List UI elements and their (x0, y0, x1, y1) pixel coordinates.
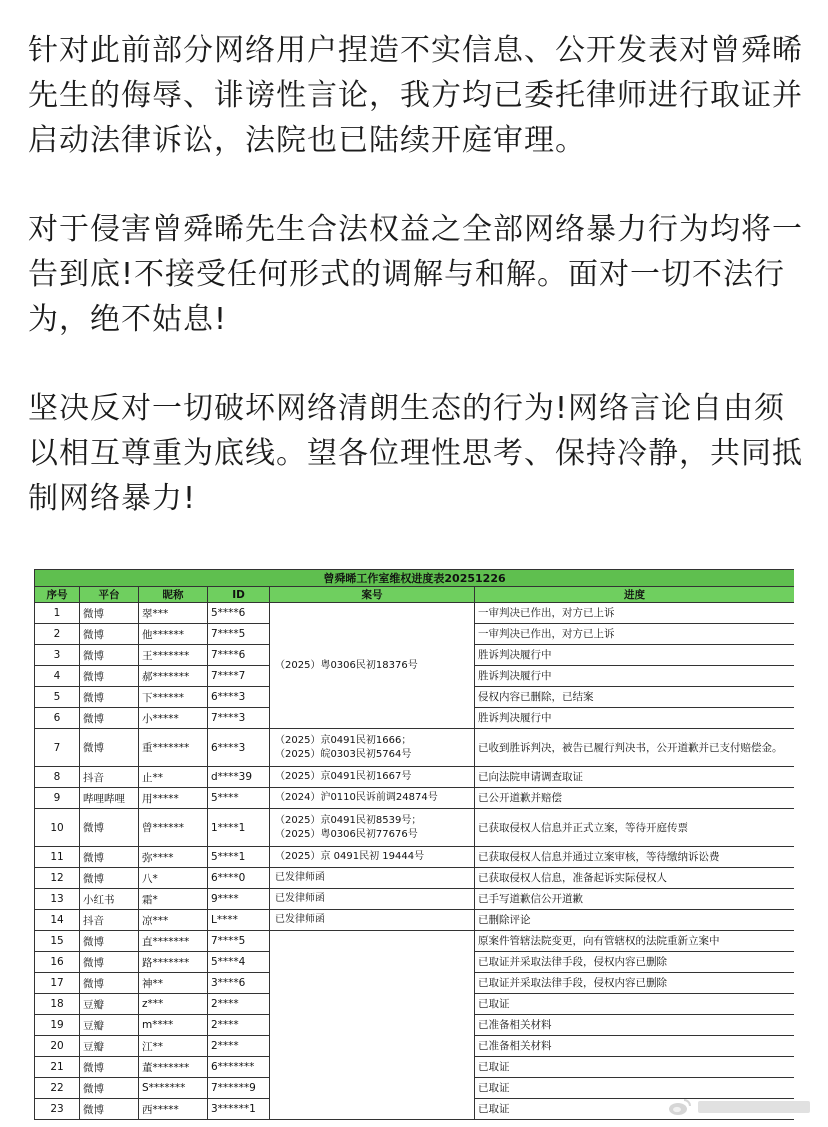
row-progress: 已获取侵权人信息并正式立案，等待开庭传票 (475, 809, 795, 847)
row-id: 6****0 (208, 868, 270, 889)
case-number-line: 已发律师函 (275, 914, 325, 925)
row-id: 7******9 (208, 1078, 270, 1099)
row-number: 11 (35, 847, 80, 868)
row-nickname: z*** (139, 994, 208, 1015)
row-id: 3******1 (208, 1099, 270, 1120)
row-progress: 已取证 (475, 994, 795, 1015)
row-number: 22 (35, 1078, 80, 1099)
row-id: 5****6 (208, 603, 270, 624)
col-header-id: ID (208, 587, 270, 603)
case-number-line: （2025）京0491民初1667号 (275, 771, 412, 782)
row-number: 16 (35, 952, 80, 973)
row-number: 12 (35, 868, 80, 889)
table-title: 曾舜晞工作室维权进度表20251226 (35, 570, 795, 587)
watermark-text-bar (698, 1101, 810, 1113)
rights-progress-table (34, 569, 794, 1120)
row-progress: 胜诉判决履行中 (475, 666, 795, 687)
row-number: 20 (35, 1036, 80, 1057)
row-progress: 已取证 (475, 1057, 795, 1078)
row-progress: 已获取侵权人信息并通过立案审核，等待缴纳诉讼费 (475, 847, 795, 868)
row-progress: 已准备相关材料 (475, 1036, 795, 1057)
table-row (35, 729, 795, 767)
row-case (270, 910, 475, 931)
row-platform: 微博 (80, 603, 139, 624)
row-id: 7****6 (208, 645, 270, 666)
row-id: 2**** (208, 1036, 270, 1057)
row-number: 4 (35, 666, 80, 687)
row-platform: 微博 (80, 1078, 139, 1099)
row-id: 6****3 (208, 729, 270, 767)
row-number: 14 (35, 910, 80, 931)
row-id: 2**** (208, 994, 270, 1015)
row-progress: 已取证并采取法律手段，侵权内容已删除 (475, 973, 795, 994)
row-progress: 侵权内容已删除，已结案 (475, 687, 795, 708)
row-nickname: 郝******* (139, 666, 208, 687)
row-number: 18 (35, 994, 80, 1015)
row-platform: 微博 (80, 847, 139, 868)
row-id: 5****4 (208, 952, 270, 973)
row-platform: 微博 (80, 645, 139, 666)
row-platform: 抖音 (80, 910, 139, 931)
row-nickname: 八* (139, 868, 208, 889)
row-progress: 一审判决已作出，对方已上诉 (475, 624, 795, 645)
row-id: 7****7 (208, 666, 270, 687)
row-case-empty (270, 931, 475, 1120)
row-id: 7****5 (208, 624, 270, 645)
row-nickname: 董******* (139, 1057, 208, 1078)
row-platform: 微博 (80, 1057, 139, 1078)
row-platform: 微博 (80, 973, 139, 994)
row-case (270, 889, 475, 910)
row-case (270, 788, 475, 809)
row-progress: 一审判决已作出，对方已上诉 (475, 603, 795, 624)
table-row (35, 847, 795, 868)
row-number: 10 (35, 809, 80, 847)
row-nickname: 重******* (139, 729, 208, 767)
table-row (35, 868, 795, 889)
row-number: 7 (35, 729, 80, 767)
row-platform: 微博 (80, 809, 139, 847)
row-progress: 已向法院申请调查取证 (475, 767, 795, 788)
row-number: 9 (35, 788, 80, 809)
case-number-line: （2025）京 0491民初 19444号 (275, 851, 425, 862)
case-number-line: （2025）京0491民初1666； (275, 734, 412, 746)
row-number: 2 (35, 624, 80, 645)
row-number: 6 (35, 708, 80, 729)
row-number: 1 (35, 603, 80, 624)
table-row (35, 910, 795, 931)
row-id: 7****5 (208, 931, 270, 952)
table-row (35, 767, 795, 788)
case-number-line: 已发律师函 (275, 893, 325, 904)
row-progress: 已取证并采取法律手段，侵权内容已删除 (475, 952, 795, 973)
col-header-case: 案号 (270, 587, 475, 603)
row-progress: 已删除评论 (475, 910, 795, 931)
row-number: 19 (35, 1015, 80, 1036)
row-id: 5**** (208, 788, 270, 809)
row-progress: 已取证 (475, 1099, 795, 1120)
row-case (270, 809, 475, 847)
row-nickname: 西***** (139, 1099, 208, 1120)
row-platform: 微博 (80, 708, 139, 729)
row-platform: 小红书 (80, 889, 139, 910)
row-platform: 微博 (80, 952, 139, 973)
row-progress: 胜诉判决履行中 (475, 645, 795, 666)
row-number: 23 (35, 1099, 80, 1120)
case-number-line: （2025）皖0303民初5764号 (275, 748, 412, 760)
row-nickname: 止** (139, 767, 208, 788)
row-number: 13 (35, 889, 80, 910)
post-paragraph-3: 坚决反对一切破坏网络清朗生态的行为!网络言论自由须以相互尊重为底线。望各位理性思考、保持冷静，共同抵制网络暴力! (28, 391, 803, 516)
row-number: 17 (35, 973, 80, 994)
post-paragraph-1: 针对此前部分网络用户捏造不实信息、公开发表对曾舜晞先生的侮辱、诽谤性言论，我方均已委托律师进行取证并启动法律诉讼，法院也已陆续开庭审理。 (28, 33, 803, 158)
rights-progress-table-image[interactable] (34, 569, 794, 1127)
row-id: 9**** (208, 889, 270, 910)
row-number: 3 (35, 645, 80, 666)
row-id: 7****3 (208, 708, 270, 729)
row-nickname: 弥**** (139, 847, 208, 868)
row-progress: 已取证 (475, 1078, 795, 1099)
row-case (270, 868, 475, 889)
row-platform: 豆瓣 (80, 1015, 139, 1036)
table-row (35, 809, 795, 847)
row-number: 21 (35, 1057, 80, 1078)
row-nickname: S******* (139, 1078, 208, 1099)
row-nickname: 他****** (139, 624, 208, 645)
row-platform: 微博 (80, 729, 139, 767)
row-id: 1****1 (208, 809, 270, 847)
row-id: 3****6 (208, 973, 270, 994)
row-id: 6******* (208, 1057, 270, 1078)
row-progress: 已手写道歉信公开道歉 (475, 889, 795, 910)
row-nickname: 下****** (139, 687, 208, 708)
row-progress: 已收到胜诉判决，被告已履行判决书，公开道歉并已支付赔偿金。 (475, 729, 795, 767)
row-nickname: 神** (139, 973, 208, 994)
table-row (35, 889, 795, 910)
case-number-line: （2025）粤0306民初77676号 (275, 828, 418, 840)
row-id: 5****1 (208, 847, 270, 868)
row-progress: 已获取侵权人信息，准备起诉实际侵权人 (475, 868, 795, 889)
row-platform: 微博 (80, 931, 139, 952)
post-paragraph-2: 对于侵害曾舜晞先生合法权益之全部网络暴力行为均将一告到底!不接受任何形式的调解与和解。面对一切不法行为，绝不姑息! (28, 212, 803, 337)
row-case (270, 847, 475, 868)
row-platform: 豆瓣 (80, 1036, 139, 1057)
row-nickname: 曾****** (139, 809, 208, 847)
col-header-nickname: 昵称 (139, 587, 208, 603)
row-platform: 微博 (80, 687, 139, 708)
row-nickname: 江** (139, 1036, 208, 1057)
row-progress: 胜诉判决履行中 (475, 708, 795, 729)
row-platform: 豆瓣 (80, 994, 139, 1015)
case-number-line: 已发律师函 (275, 872, 325, 883)
col-header-platform: 平台 (80, 587, 139, 603)
row-id: 2**** (208, 1015, 270, 1036)
col-header-no: 序号 (35, 587, 80, 603)
row-platform: 微博 (80, 868, 139, 889)
row-progress: 原案件管辖法院变更，向有管辖权的法院重新立案中 (475, 931, 795, 952)
row-nickname: 翠*** (139, 603, 208, 624)
watermark (668, 1094, 820, 1120)
row-id: L**** (208, 910, 270, 931)
table-header-row (35, 587, 795, 603)
row-number: 15 (35, 931, 80, 952)
row-nickname: 直******* (139, 931, 208, 952)
row-platform: 哔哩哔哩 (80, 788, 139, 809)
row-progress: 已公开道歉并赔偿 (475, 788, 795, 809)
case-number-line: （2025）京0491民初8539号； (275, 814, 422, 826)
post-body (28, 28, 808, 521)
row-nickname: 用***** (139, 788, 208, 809)
table-row (35, 931, 795, 952)
case-number-line: （2024）沪0110民诉前调24874号 (275, 792, 438, 803)
row-nickname: 霜* (139, 889, 208, 910)
row-nickname: 王******* (139, 645, 208, 666)
row-platform: 微博 (80, 1099, 139, 1120)
row-platform: 微博 (80, 624, 139, 645)
row-platform: 抖音 (80, 767, 139, 788)
row-nickname: 路******* (139, 952, 208, 973)
row-case-shared: （2025）粤0306民初18376号 (270, 603, 475, 729)
row-nickname: m**** (139, 1015, 208, 1036)
row-platform: 微博 (80, 666, 139, 687)
weibo-logo-icon (668, 1098, 692, 1116)
row-id: d****39 (208, 767, 270, 788)
row-number: 8 (35, 767, 80, 788)
row-nickname: 凉*** (139, 910, 208, 931)
col-header-progress: 进度 (475, 587, 795, 603)
row-progress: 已准备相关材料 (475, 1015, 795, 1036)
row-case (270, 729, 475, 767)
row-nickname: 小***** (139, 708, 208, 729)
row-case (270, 767, 475, 788)
row-number: 5 (35, 687, 80, 708)
table-row (35, 603, 795, 624)
row-id: 6****3 (208, 687, 270, 708)
table-row (35, 788, 795, 809)
